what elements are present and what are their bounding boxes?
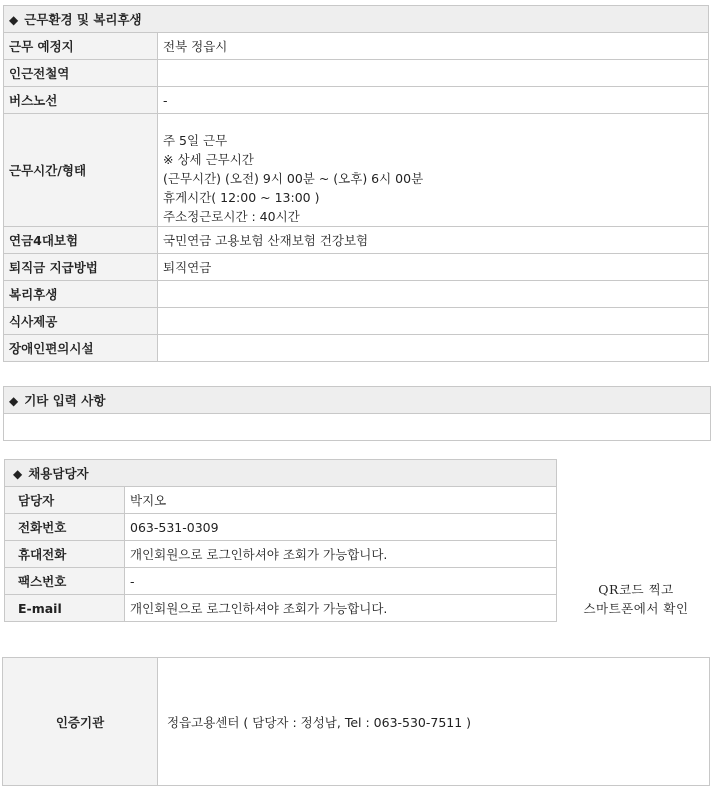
row-label: E-mail — [5, 595, 125, 622]
row-label: 버스노선 — [4, 87, 158, 114]
hours-line: 주소정근로시간 : 40시간 — [163, 208, 300, 224]
row-value: 전북 정읍시 — [158, 33, 709, 60]
other-info-table — [3, 386, 711, 441]
row-value: 개인회원으로 로그인하셔야 조회가 가능합니다. — [125, 595, 557, 622]
contact-section-heading — [5, 460, 557, 487]
table-row-hours — [4, 114, 709, 227]
contact-heading-text: 채용담당자 — [28, 466, 89, 481]
table-row — [5, 568, 557, 595]
row-label: 팩스번호 — [5, 568, 125, 595]
row-label: 휴대전화 — [5, 541, 125, 568]
hours-line: 주 5일 근무 — [163, 132, 228, 148]
row-value: 063-531-0309 — [125, 514, 557, 541]
contact-table — [4, 459, 557, 622]
row-value: 박지오 — [125, 487, 557, 514]
qr-note-line: QR코드 찍고 — [598, 582, 674, 597]
hours-line: ※ 상세 근무시간 — [163, 151, 254, 167]
qr-code-note — [572, 580, 700, 618]
hours-line: (근무시간) (오전) 9시 00분 ~ (오후) 6시 00분 — [163, 170, 424, 186]
etc-value — [4, 414, 711, 441]
diamond-icon: ◆ — [13, 467, 23, 481]
table-row — [4, 335, 709, 362]
table-row — [4, 87, 709, 114]
row-label: 인근전철역 — [4, 60, 158, 87]
row-label: 담당자 — [5, 487, 125, 514]
work-section-heading — [4, 6, 709, 33]
table-row — [4, 308, 709, 335]
row-label: 퇴직금 지급방법 — [4, 254, 158, 281]
etc-heading-text: 기타 입력 사항 — [24, 393, 106, 408]
row-label: 근무 예정지 — [4, 33, 158, 60]
row-value — [158, 308, 709, 335]
table-row — [5, 595, 557, 622]
certification-table — [2, 657, 710, 786]
row-value: 퇴직연금 — [158, 254, 709, 281]
table-row — [5, 514, 557, 541]
row-label: 식사제공 — [4, 308, 158, 335]
etc-section-heading — [4, 387, 711, 414]
table-row — [5, 541, 557, 568]
diamond-icon: ◆ — [9, 13, 19, 27]
cert-value: 정읍고용센터 ( 담당자 : 정성남, Tel : 063-530-7511 ) — [158, 658, 710, 786]
work-environment-table — [3, 5, 709, 362]
table-row — [4, 254, 709, 281]
row-value — [158, 60, 709, 87]
hours-value — [158, 114, 709, 227]
row-label: 복리후생 — [4, 281, 158, 308]
qr-note-line: 스마트폰에서 확인 — [583, 601, 689, 616]
diamond-icon: ◆ — [9, 394, 19, 408]
row-value: 국민연금 고용보험 산재보험 건강보험 — [158, 227, 709, 254]
cert-label: 인증기관 — [3, 658, 158, 786]
table-row — [4, 281, 709, 308]
row-label: 전화번호 — [5, 514, 125, 541]
table-row — [4, 33, 709, 60]
hours-line: 휴게시간( 12:00 ~ 13:00 ) — [163, 189, 320, 205]
row-value — [158, 281, 709, 308]
table-row — [4, 60, 709, 87]
row-value: - — [158, 87, 709, 114]
row-value — [158, 335, 709, 362]
row-label: 연금4대보험 — [4, 227, 158, 254]
table-row — [3, 658, 710, 786]
work-heading-text: 근무환경 및 복리후생 — [24, 12, 142, 27]
table-row — [4, 227, 709, 254]
hours-label: 근무시간/형태 — [4, 114, 158, 227]
row-value: - — [125, 568, 557, 595]
table-row — [5, 487, 557, 514]
row-label: 장애인편의시설 — [4, 335, 158, 362]
row-value: 개인회원으로 로그인하셔야 조회가 가능합니다. — [125, 541, 557, 568]
